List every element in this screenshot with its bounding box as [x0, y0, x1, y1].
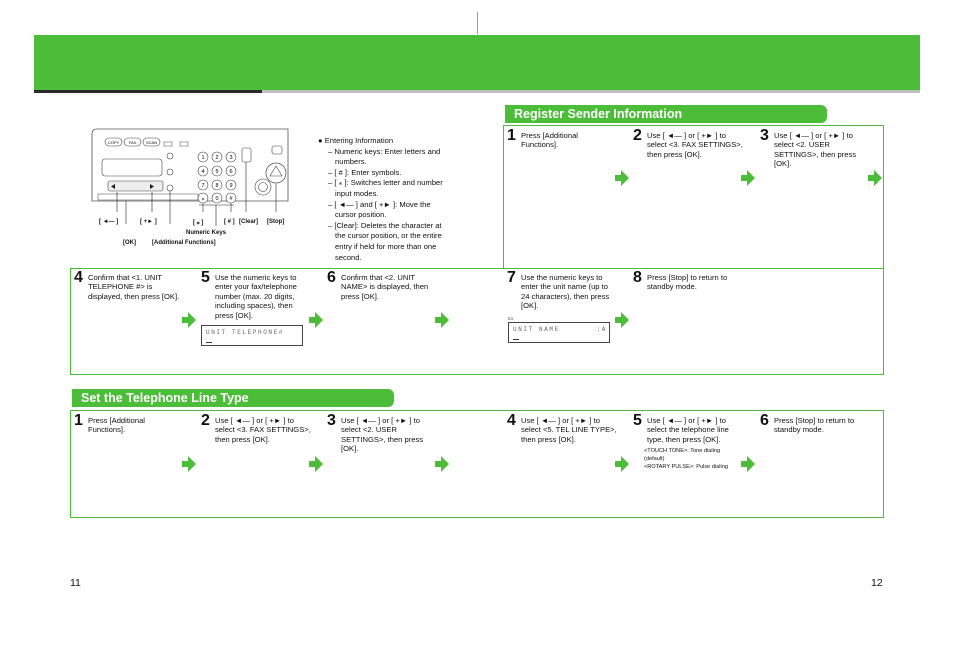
entering-information-title: ● Entering Information — [318, 136, 394, 145]
note-line: <ROTARY PULSE>: Pulse dialing — [644, 464, 728, 470]
entering-information — [318, 136, 458, 263]
arrow-right-icon — [868, 170, 882, 186]
lcd-cursor — [206, 342, 212, 343]
svg-text:#: # — [229, 196, 233, 202]
step-number: 2 — [201, 412, 210, 429]
lcd-line: UNIT NAME — [513, 326, 560, 333]
svg-text:6: 6 — [229, 169, 233, 175]
hash-key-label: [ # ] — [224, 219, 235, 225]
step-number: 8 — [633, 269, 642, 286]
note-line: <TOUCH TONE>: Tone dialing — [644, 448, 721, 454]
step-number: 5 — [633, 412, 642, 429]
numeric-keys-label: Numeric Keys — [186, 230, 227, 236]
left-arrow-label: [ ◄— ] — [99, 219, 119, 225]
arrow-right-icon — [741, 456, 755, 472]
register-step-1 — [507, 127, 622, 191]
entering-item: numbers. — [335, 157, 367, 167]
arrow-right-icon — [435, 456, 449, 472]
telephone-step-1 — [74, 412, 189, 476]
step-text: Use the numeric keys to enter your fax/telephone number (max. 20 digits, including spaces), then press [OK]. — [215, 273, 297, 320]
step-number: 1 — [74, 412, 83, 429]
register-step-4 — [74, 269, 189, 333]
telephone-step-3 — [327, 412, 442, 476]
page-number-left: 11 — [70, 577, 81, 589]
additional-functions-label: [Additional Functions] — [152, 240, 216, 246]
lcd-line: UNIT TELEPHONE# — [206, 329, 285, 336]
entering-item: input modes. — [335, 188, 379, 198]
step-text: Press [Additional Functions]. — [88, 416, 145, 435]
step-number: 1 — [507, 127, 516, 144]
ok-key-label: [OK] — [123, 240, 136, 246]
control-panel-illustration — [88, 126, 293, 248]
step-number: 7 — [507, 269, 516, 286]
svg-text:4: 4 — [201, 169, 205, 175]
arrow-right-icon — [309, 456, 323, 472]
lcd-unit-telephone — [201, 325, 303, 346]
svg-text:0: 0 — [215, 196, 219, 202]
step-text: Use [ ◄— ] or [ +► ] to select <5. TEL LINE TYPE>, then press [OK]. — [521, 416, 617, 444]
svg-text:⁎: ⁎ — [201, 196, 205, 202]
arrow-right-icon — [435, 312, 449, 328]
telephone-step-2 — [201, 412, 316, 476]
step-text: Use [ ◄— ] or [ +► ] to select the telephone line type, then press [OK]. — [647, 416, 729, 444]
step-number: 3 — [760, 127, 769, 144]
svg-text:FAX: FAX — [128, 140, 137, 145]
telephone-step-6 — [760, 412, 875, 476]
arrow-right-icon — [309, 312, 323, 328]
step-number: 4 — [74, 269, 83, 286]
step-text: Use the numeric keys to enter the unit name (up to 24 characters), then press [OK]. — [521, 273, 610, 311]
arrow-right-icon — [182, 312, 196, 328]
svg-text:3: 3 — [229, 155, 233, 161]
register-section-heading: Register Sender Information — [505, 105, 827, 123]
register-step-2 — [633, 127, 748, 191]
step-text: Press [Stop] to return to standby mode. — [774, 416, 855, 435]
arrow-right-icon — [182, 456, 196, 472]
step-text: Use [ ◄— ] or [ +► ] to select <2. USER SETTINGS>, then press [OK]. — [341, 416, 424, 454]
entering-item: entry if held for more than one — [335, 241, 437, 251]
step-number: 5 — [201, 269, 210, 286]
header-banner — [34, 35, 920, 90]
register-step-6 — [327, 269, 442, 333]
svg-text:1: 1 — [201, 155, 205, 161]
step-number: 4 — [507, 412, 516, 429]
register-step-8 — [633, 269, 748, 333]
svg-text:8: 8 — [215, 183, 219, 189]
arrow-right-icon — [615, 170, 629, 186]
clear-key-label: [Clear] — [239, 219, 259, 225]
header-rule-light — [262, 90, 920, 93]
step-text: Use [ ◄— ] or [ +► ] to select <3. FAX SETTINGS>, then press [OK]. — [647, 131, 743, 159]
star-key-label: [ ⁎ ] — [193, 220, 204, 226]
step-number: 2 — [633, 127, 642, 144]
arrow-right-icon — [615, 456, 629, 472]
arrow-right-icon — [741, 170, 755, 186]
step-text: Press [Stop] to return to standby mode. — [647, 273, 728, 292]
step-number: 3 — [327, 412, 336, 429]
page-number-right: 12 — [871, 577, 883, 589]
bullet-icon: ● — [318, 136, 323, 145]
step-text: Use [ ◄— ] or [ +► ] to select <2. USER SETTINGS>, then press [OK]. — [774, 131, 857, 169]
lcd-unit-name — [508, 322, 610, 343]
register-step-3 — [760, 127, 875, 191]
telephone-section-heading: Set the Telephone Line Type — [72, 389, 394, 407]
svg-text:5: 5 — [215, 169, 219, 175]
step-text: Use [ ◄— ] or [ +► ] to select <3. FAX SETTINGS>, then press [OK]. — [215, 416, 311, 444]
svg-text:SCAN: SCAN — [145, 140, 158, 145]
entering-item: the cursor position, or the entire — [335, 231, 442, 241]
telephone-step-5-notes — [644, 447, 754, 471]
step-text: Confirm that <1. UNIT TELEPHONE #> is displayed, then press [OK]. — [88, 273, 180, 301]
lcd-input-mode: :A — [596, 326, 607, 333]
header-rule-dark — [34, 90, 262, 93]
arrow-right-icon — [615, 312, 629, 328]
top-divider-line — [477, 12, 478, 34]
entering-item: – [Clear]: Deletes the character at — [328, 220, 442, 230]
note-line: (default) — [644, 456, 665, 462]
register-step-5 — [201, 269, 316, 333]
step-number: 6 — [327, 269, 336, 286]
svg-text:COPY: COPY — [107, 140, 120, 145]
svg-text:7: 7 — [201, 183, 205, 189]
entering-item: – [ ◄— ] and [ +► ]: Move the — [328, 199, 431, 209]
step-text: Confirm that <2. UNIT NAME> is displayed, then press [OK]. — [341, 273, 429, 301]
lcd-cursor — [513, 339, 519, 340]
entering-item: – Numeric keys: Enter letters and — [328, 146, 441, 156]
svg-text:2: 2 — [215, 155, 219, 161]
entering-item: second. — [335, 252, 362, 262]
svg-text:9: 9 — [229, 183, 233, 189]
lcd-example-tag: Ex. — [508, 316, 515, 321]
right-arrow-label: [ +► ] — [140, 219, 157, 225]
step-text: Press [Additional Functions]. — [521, 131, 578, 150]
entering-item: – [ ⁎ ]: Switches letter and number — [328, 178, 443, 188]
entering-item: – [ # ]: Enter symbols. — [328, 167, 402, 177]
step-number: 6 — [760, 412, 769, 429]
stop-key-label: [Stop] — [267, 219, 285, 225]
telephone-step-4 — [507, 412, 622, 476]
entering-item: cursor position. — [335, 210, 387, 220]
